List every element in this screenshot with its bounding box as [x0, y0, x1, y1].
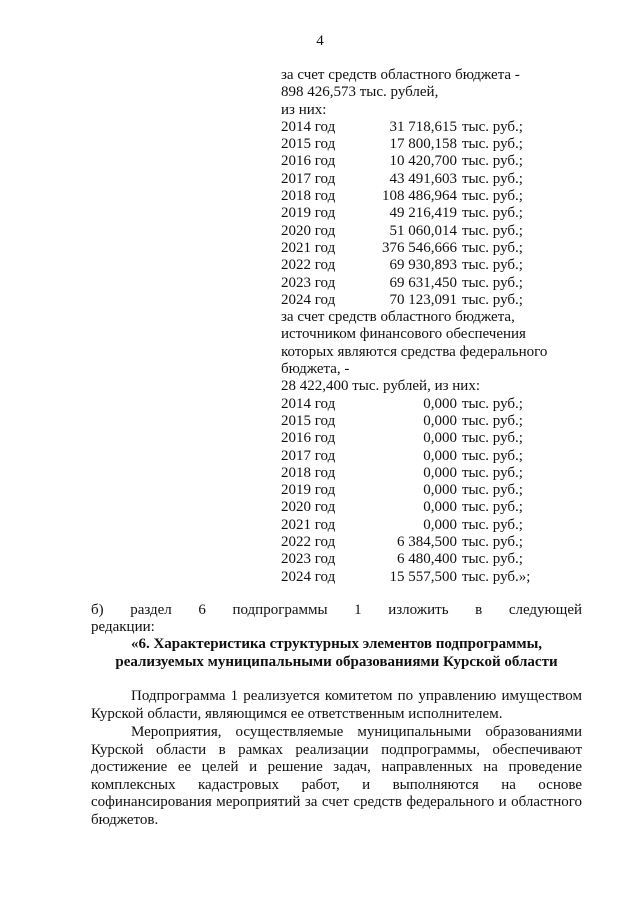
year-label: 2018 год	[281, 188, 336, 205]
amount-value: 0,000	[423, 430, 457, 447]
unit-label: тыс. руб.;	[462, 170, 523, 187]
year-label: 2015 год	[281, 412, 336, 429]
regional-budget-label: за счет средств областного бюджета -	[281, 67, 520, 83]
section-heading-line-1: «6. Характеристика структурных элементов подпрограммы,	[130, 636, 543, 652]
year-label: 2014 год	[281, 118, 336, 135]
federal-year-row	[281, 482, 611, 499]
unit-label: тыс. руб.;	[462, 136, 523, 153]
year-label: 2022 год	[281, 257, 336, 274]
regional-year-list	[281, 119, 611, 309]
regional-year-row	[281, 188, 611, 205]
year-label: 2022 год	[281, 534, 336, 551]
unit-label: тыс. руб.;	[462, 412, 523, 429]
year-label: 2024 год	[281, 291, 336, 308]
regional-year-row	[281, 171, 611, 188]
of-which-label: из них:	[281, 101, 327, 118]
amount-value: 43 491,603	[389, 170, 457, 187]
unit-label: тыс. руб.;	[462, 153, 523, 170]
amount-value: 17 800,158	[389, 136, 457, 153]
unit-label: тыс. руб.;	[462, 516, 523, 533]
unit-label: тыс. руб.;	[462, 534, 523, 551]
amount-value: 376 546,666	[382, 239, 457, 256]
amount-value: 70 123,091	[389, 291, 457, 308]
unit-label: тыс. руб.;	[462, 188, 523, 205]
amount-value: 0,000	[423, 482, 457, 499]
unit-label: тыс. руб.;	[462, 222, 523, 239]
amount-value: 6 480,400	[397, 551, 457, 568]
federal-total: 28 422,400 тыс. рублей, из них:	[281, 378, 480, 395]
paragraph-2: Мероприятия, осуществляемые муниципальными образованиями Курской области в рамках реализации подпрограммы, обеспечивают достижение ее целей и решение задач, направленных на проведение комплексных кадастровых работ, и выполняются на основе софинансирования мероприятий за счет средств федерального и областного бюджетов.	[91, 724, 582, 828]
regional-year-row	[281, 136, 611, 153]
unit-label: тыс. руб.;	[462, 274, 523, 291]
unit-label: тыс. руб.;	[462, 551, 523, 568]
funding-block	[281, 67, 611, 586]
unit-label: тыс. руб.;	[462, 499, 523, 516]
amount-value: 108 486,964	[382, 188, 457, 205]
amount-value: 0,000	[423, 412, 457, 429]
year-label: 2017 год	[281, 447, 336, 464]
year-label: 2024 год	[281, 568, 336, 585]
year-label: 2017 год	[281, 170, 336, 187]
year-label: 2021 год	[281, 239, 336, 256]
regional-year-row	[281, 205, 611, 222]
unit-label: тыс. руб.»;	[462, 568, 531, 585]
year-label: 2023 год	[281, 551, 336, 568]
amount-value: 10 420,700	[389, 153, 457, 170]
year-label: 2019 год	[281, 482, 336, 499]
federal-source-line-1: за счет средств областного бюджета,	[281, 309, 515, 326]
year-label: 2016 год	[281, 430, 336, 447]
year-label: 2021 год	[281, 516, 336, 533]
page-number: 4	[316, 33, 324, 49]
unit-label: тыс. руб.;	[462, 464, 523, 481]
unit-label: тыс. руб.;	[462, 239, 523, 256]
regional-year-row	[281, 275, 611, 292]
year-label: 2020 год	[281, 222, 336, 239]
amount-value: 0,000	[423, 499, 457, 516]
federal-year-row	[281, 413, 611, 430]
federal-source-line-3: которых являются средства федерального	[281, 343, 548, 360]
year-label: 2020 год	[281, 499, 336, 516]
unit-label: тыс. руб.;	[462, 395, 523, 412]
section-heading-line-2: реализуемых муниципальными образованиями Курской области	[115, 654, 558, 670]
federal-source-line-2: источником финансового обеспечения	[281, 326, 526, 343]
federal-year-row	[281, 448, 611, 465]
amount-value: 0,000	[423, 464, 457, 481]
unit-label: тыс. руб.;	[462, 430, 523, 447]
amount-value: 49 216,419	[389, 205, 457, 222]
federal-source-line-4: бюджета, -	[281, 361, 350, 378]
federal-year-row	[281, 551, 611, 568]
regional-budget-total: 898 426,573 тыс. рублей,	[281, 84, 439, 101]
regional-year-row	[281, 257, 611, 274]
year-label: 2019 год	[281, 205, 336, 222]
unit-label: тыс. руб.;	[462, 118, 523, 135]
unit-label: тыс. руб.;	[462, 482, 523, 499]
federal-year-row	[281, 465, 611, 482]
amount-value: 6 384,500	[397, 534, 457, 551]
year-label: 2014 год	[281, 395, 336, 412]
amount-value: 15 557,500	[389, 568, 457, 585]
year-label: 2018 год	[281, 464, 336, 481]
regional-year-row	[281, 153, 611, 170]
unit-label: тыс. руб.;	[462, 447, 523, 464]
amount-value: 0,000	[423, 516, 457, 533]
federal-year-row	[281, 517, 611, 534]
amount-value: 0,000	[423, 395, 457, 412]
year-label: 2015 год	[281, 136, 336, 153]
federal-year-row	[281, 569, 611, 586]
amount-value: 31 718,615	[389, 118, 457, 135]
paragraph-1: Подпрограмма 1 реализуется комитетом по управлению имуществом Курской области, являющимся ее ответственным исполнителем.	[91, 688, 582, 722]
federal-year-list	[281, 396, 611, 586]
amount-value: 0,000	[423, 447, 457, 464]
year-label: 2016 год	[281, 153, 336, 170]
regional-year-row	[281, 223, 611, 240]
section-heading	[91, 635, 582, 671]
amount-value: 69 930,893	[389, 257, 457, 274]
federal-year-row	[281, 534, 611, 551]
year-label: 2023 год	[281, 274, 336, 291]
unit-label: тыс. руб.;	[462, 257, 523, 274]
federal-year-row	[281, 396, 611, 413]
unit-label: тыс. руб.;	[462, 205, 523, 222]
amount-value: 51 060,014	[389, 222, 457, 239]
regional-year-row	[281, 292, 611, 309]
regional-year-row	[281, 119, 611, 136]
amendment-instruction-line-2: редакции:	[91, 619, 155, 635]
unit-label: тыс. руб.;	[462, 291, 523, 308]
federal-year-row	[281, 430, 611, 447]
amendment-instruction-line-1: б) раздел 6 подпрограммы 1 изложить в следующей	[91, 602, 582, 618]
amount-value: 69 631,450	[389, 274, 457, 291]
regional-year-row	[281, 240, 611, 257]
federal-year-row	[281, 499, 611, 516]
